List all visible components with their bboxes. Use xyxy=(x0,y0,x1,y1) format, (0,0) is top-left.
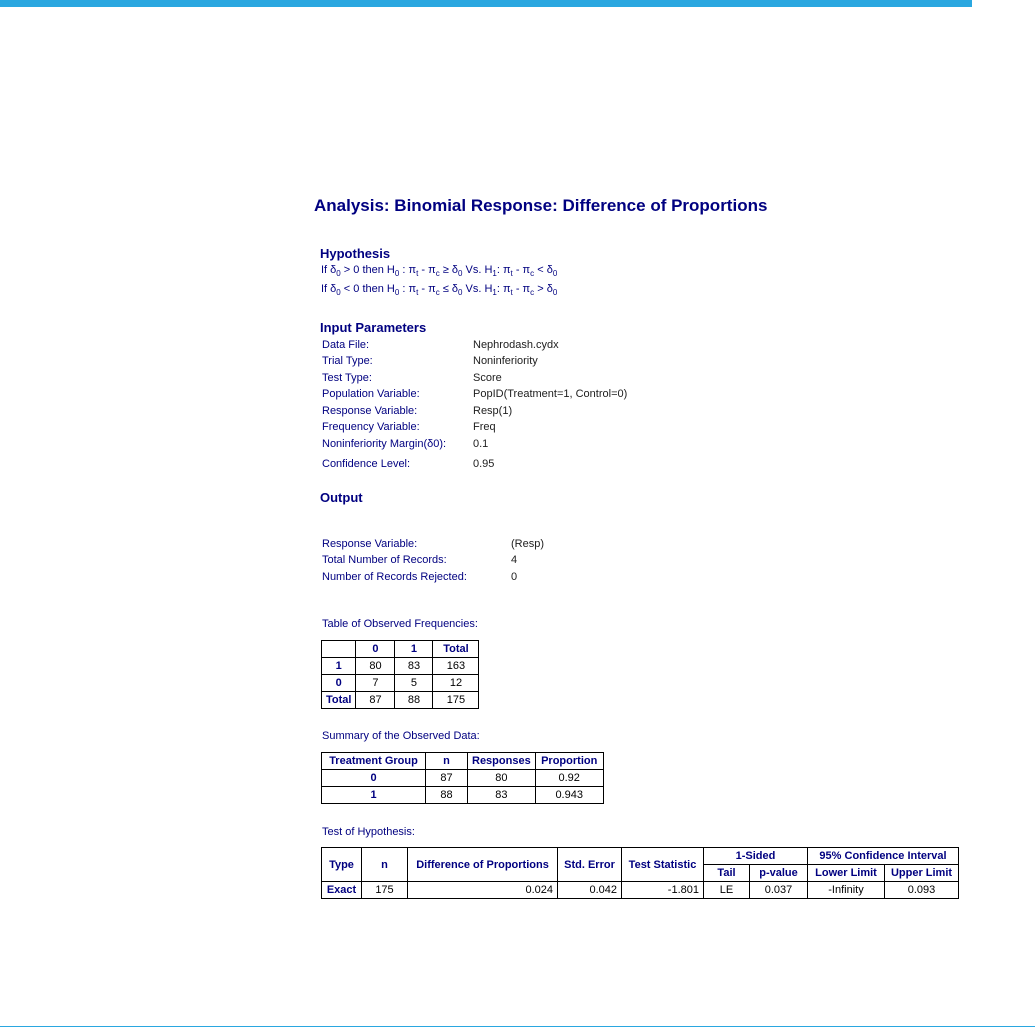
column-header: 0 xyxy=(356,641,395,658)
table-cell: 0.92 xyxy=(535,770,603,787)
col-difference: Difference of Proportions xyxy=(408,848,558,882)
cell-tail: LE xyxy=(704,882,750,899)
col-p-value: p-value xyxy=(750,865,808,882)
parameter-value: Freq xyxy=(473,421,496,433)
parameter-label: Response Variable: xyxy=(322,405,418,417)
output-value: 4 xyxy=(511,554,518,566)
table-cell: 87 xyxy=(426,770,468,787)
cell-test-statistic: -1.801 xyxy=(622,882,704,899)
cell-difference: 0.024 xyxy=(408,882,558,899)
output-label: Response Variable: xyxy=(322,538,418,550)
summary-caption: Summary of the Observed Data: xyxy=(322,730,480,742)
input-parameters-heading: Input Parameters xyxy=(320,320,427,335)
table-cell: 12 xyxy=(433,675,479,692)
cell-lower-limit: -Infinity xyxy=(808,882,885,899)
parameter-label: Population Variable: xyxy=(322,388,420,400)
column-header: Total xyxy=(433,641,479,658)
output-label: Total Number of Records: xyxy=(322,554,447,566)
table-row xyxy=(322,882,959,899)
table-cell: 163 xyxy=(433,658,479,675)
col-type: Type xyxy=(322,848,362,882)
column-header: Proportion xyxy=(535,753,603,770)
table-cell: 83 xyxy=(395,658,433,675)
col-upper-limit: Upper Limit xyxy=(885,865,959,882)
parameter-value: 0.1 xyxy=(473,438,489,450)
col-lower-limit: Lower Limit xyxy=(808,865,885,882)
row-header: 1 xyxy=(322,787,426,804)
table-cell: 88 xyxy=(395,692,433,709)
column-header xyxy=(322,641,356,658)
parameter-value: Resp(1) xyxy=(473,405,513,417)
output-value: (Resp) xyxy=(511,538,545,550)
table-cell: 0.943 xyxy=(535,787,603,804)
table-row xyxy=(322,770,604,787)
row-header: Total xyxy=(322,692,356,709)
parameter-label: Frequency Variable: xyxy=(322,421,420,433)
observed-frequencies-table xyxy=(321,640,479,709)
parameter-value: 0.95 xyxy=(473,458,495,470)
observed-frequencies-caption: Table of Observed Frequencies: xyxy=(322,618,478,630)
parameter-value: Nephrodash.cydx xyxy=(473,339,559,351)
row-header: 0 xyxy=(322,770,426,787)
col-n: n xyxy=(362,848,408,882)
parameter-label: Data File: xyxy=(322,339,370,351)
table-cell: 88 xyxy=(426,787,468,804)
col-one-sided: 1-Sided xyxy=(704,848,808,865)
parameter-label: Trial Type: xyxy=(322,355,373,367)
hypothesis-line-2: If $\delta_0 < 0$ then $H_0$ : $\pi_t - \pi_c \le \delta_0$ Vs. $H_1$: $\pi_t - \pi_c > \delta_0$ xyxy=(321,283,558,298)
report-title: Analysis: Binomial Response: Difference of Proportions xyxy=(314,196,768,215)
table-cell: 80 xyxy=(468,770,536,787)
col-test-statistic: Test Statistic xyxy=(622,848,704,882)
table-row xyxy=(322,692,479,709)
cell-p-value: 0.037 xyxy=(750,882,808,899)
test-of-hypothesis-caption: Test of Hypothesis: xyxy=(322,826,415,838)
table-cell: 7 xyxy=(356,675,395,692)
hypothesis-line-1: If $\delta_0 > 0$ then $H_0$ : $\pi_t - \pi_c \ge \delta_0$ Vs. $H_1$: $\pi_t - \pi_c < \delta_0$ xyxy=(321,264,558,279)
cell-n: 175 xyxy=(362,882,408,899)
column-header: n xyxy=(426,753,468,770)
test-of-hypothesis-table xyxy=(321,847,959,899)
column-header: 1 xyxy=(395,641,433,658)
cell-type: Exact xyxy=(322,882,362,899)
parameter-label: Test Type: xyxy=(322,372,372,384)
parameter-value: PopID(Treatment=1, Control=0) xyxy=(473,388,628,400)
col-tail: Tail xyxy=(704,865,750,882)
table-row xyxy=(322,675,479,692)
cell-std-error: 0.042 xyxy=(558,882,622,899)
table-cell: 175 xyxy=(433,692,479,709)
output-heading: Output xyxy=(320,490,363,505)
hypothesis-heading: Hypothesis xyxy=(320,246,391,261)
col-confidence-interval: 95% Confidence Interval xyxy=(808,848,959,865)
col-std-error: Std. Error xyxy=(558,848,622,882)
table-row xyxy=(322,787,604,804)
table-cell: 5 xyxy=(395,675,433,692)
table-cell: 83 xyxy=(468,787,536,804)
table-cell: 80 xyxy=(356,658,395,675)
parameter-value: Noninferiority xyxy=(473,355,538,367)
output-value: 0 xyxy=(511,571,518,583)
bottom-accent-line xyxy=(0,1026,1035,1027)
parameter-value: Score xyxy=(473,372,502,384)
parameter-label: Noninferiority Margin(δ0): xyxy=(322,438,447,450)
column-header: Treatment Group xyxy=(322,753,426,770)
cell-upper-limit: 0.093 xyxy=(885,882,959,899)
row-header: 1 xyxy=(322,658,356,675)
output-label: Number of Records Rejected: xyxy=(322,571,467,583)
table-row xyxy=(322,658,479,675)
parameter-label: Confidence Level: xyxy=(322,458,411,470)
top-accent-bar xyxy=(0,0,972,7)
row-header: 0 xyxy=(322,675,356,692)
summary-table xyxy=(321,752,604,804)
column-header: Responses xyxy=(468,753,536,770)
table-cell: 87 xyxy=(356,692,395,709)
